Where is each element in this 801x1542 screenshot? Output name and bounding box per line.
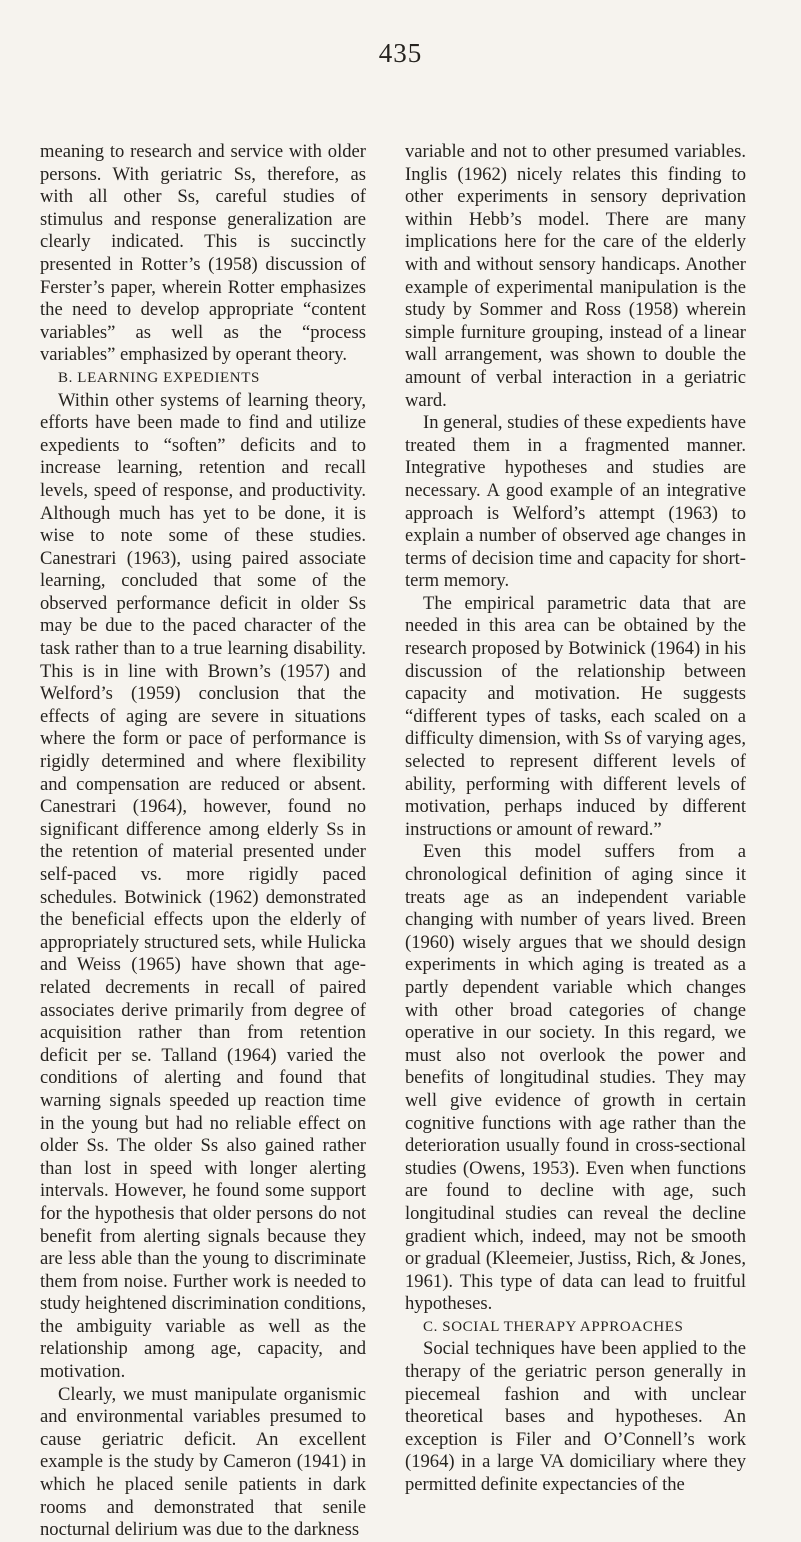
section-heading-b: B. LEARNING EXPEDIENTS	[58, 369, 260, 386]
paragraph: In general, studies of these expedients have treated them in a fragmented manner. Integrative hypotheses and studies are necessary. A good example of an integrative approach is Welford’s attempt (1963) to explain a number of observed age changes in terms of decision time and capacity for short-term memory.	[405, 412, 746, 592]
page-number: 435	[378, 38, 423, 68]
left-column	[40, 141, 366, 1542]
right-column	[405, 141, 746, 1497]
section-heading-c: C. SOCIAL THERAPY APPROACHES	[423, 1318, 684, 1335]
paragraph: Within other systems of learning theory, efforts have been made to find and utilize expedients to “soften” deficits and to increase learning, retention and recall levels, speed of response, and productivity. Although much has yet to be done, it is wise to note some of these studies. Canestrari (1963), using paired associate learning, concluded that some of the observed performance deficit in older Ss may be due to the paced character of the task rather than to a true learning disability. This is in line with Brown’s (1957) and Welford’s (1959) conclusion that the effects of aging are severe in situations where the form or pace of performance is rigidly determined and where flexibility and compensation are reduced or absent. Canestrari (1964), however, found no significant difference among elderly Ss in the retention of material presented under self-paced vs. more rigidly paced schedules. Botwinick (1962) demonstrated the beneficial effects upon the elderly of appropriately structured sets, while Hulicka and Weiss (1965) have shown that age-related decrements in recall of paired associates derive primarily from degree of acquisition rather than from retention deficit per se. Talland (1964) varied the conditions of alerting and found that warning signals speeded up reaction time in the young but had no reliable effect on older Ss. The older Ss also gained rather than lost in speed with longer alerting intervals. However, he found some support for the hypothesis that older persons do not benefit from alerting signals because they are less able than the young to discriminate them from noise. Further work is needed to study heightened discrimination conditions, the ambiguity variable as well as the relationship among age, capacity, and motivation.	[40, 389, 366, 1383]
paragraph: variable and not to other presumed variables. Inglis (1962) nicely relates this finding to other experiments in sensory deprivation within Hebb’s model. There are many implications here for the care of the elderly with and without sensory handicaps. Another example of experimental manipulation is the study by Sommer and Ross (1958) wherein simple furniture grouping, instead of a linear wall arrangement, was shown to double the amount of verbal interaction in a geriatric ward.	[405, 141, 746, 411]
paragraph: Clearly, we must manipulate organismic and environmental variables presumed to cause geriatric deficit. An excellent example is the study by Cameron (1941) in which he placed senile patients in dark rooms and demonstrated that senile nocturnal delirium was due to the darkness	[40, 1383, 366, 1541]
paragraph: Social techniques have been applied to the therapy of the geriatric person generally in piecemeal fashion and with unclear theoretical bases and hypotheses. An exception is Filer and O’Connell’s work (1964) in a large VA domiciliary where they permitted definite expectancies of the	[405, 1338, 746, 1496]
paragraph: Even this model suffers from a chronological definition of aging since it treats age as an independent variable changing with number of years lived. Breen (1960) wisely argues that we should design experiments in which aging is treated as a partly dependent variable which changes with other broad categories of change operative in our society. In this regard, we must also not overlook the power and benefits of longitudinal studies. They may well give evidence of growth in certain cognitive functions with age rather than the deterioration usually found in cross-sectional studies (Owens, 1953). Even when functions are found to decline with age, such longitudinal studies can reveal the decline gradient which, indeed, may not be smooth or gradual (Kleemeier, Justiss, Rich, & Jones, 1961). This type of data can lead to fruitful hypotheses.	[405, 841, 746, 1315]
paragraph: The empirical parametric data that are needed in this area can be obtained by the research proposed by Botwinick (1964) in his discussion of the relationship between capacity and motivation. He suggests “different types of tasks, each scaled on a difficulty dimension, with Ss of varying ages, selected to represent different levels of ability, performing with different levels of motivation, perhaps induced by different instructions or amount of reward.”	[405, 592, 746, 840]
paragraph: meaning to research and service with older persons. With geriatric Ss, therefore, as with all other Ss, careful studies of stimulus and response generalization are clearly indicated. This is succinctly presented in Rotter’s (1958) discussion of Ferster’s paper, wherein Rotter emphasizes the need to develop appropriate “content variables” as well as the “process variables” emphasized by operant theory.	[40, 141, 366, 366]
